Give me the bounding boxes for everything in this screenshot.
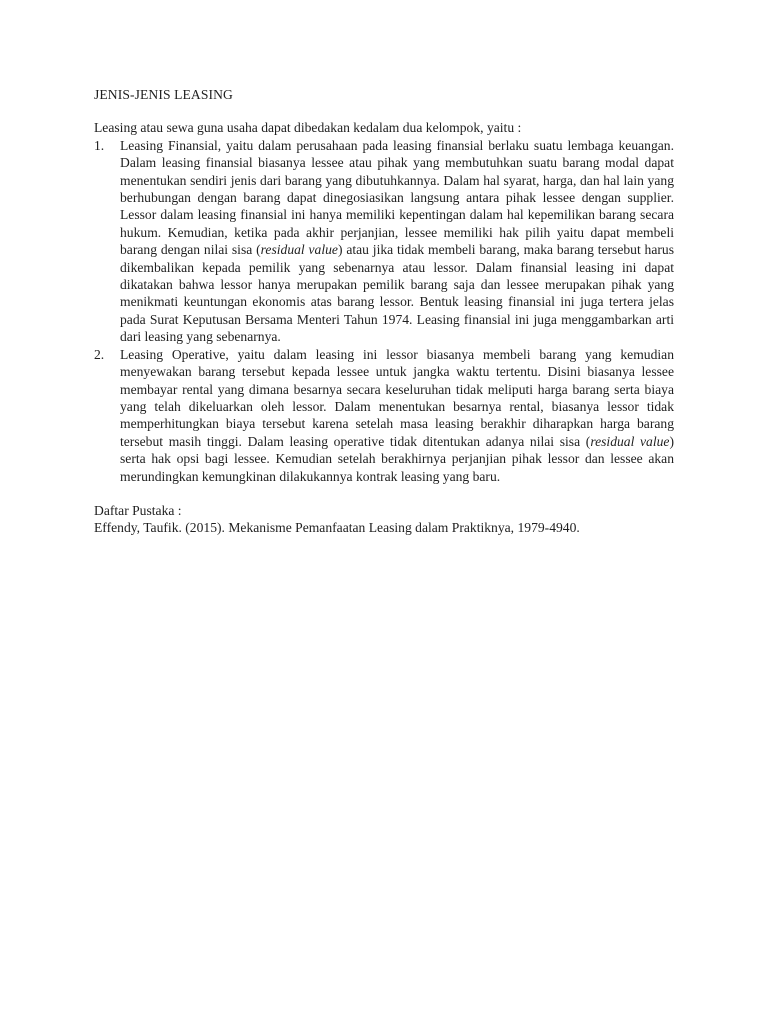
list-item-text-part: ) atau jika tidak membeli barang, maka barang tersebut harus dikembalikan kepada pemilik yang sebenarnya atau lessor. Dalam finansial leasing ini dapat dikatakan bahwa lessor hanya merupakan pemilik barang saja dan lessee merupakan pihak yang menikmati keuntungan ekonomis atas barang lessor. Bentuk leasing finansial ini juga tertera jelas pada Surat Keputusan Bersama Menteri Tahun 1974. Leasing finansial ini juga menggambarkan arti dari leasing yang sebenarnya. (120, 242, 674, 345)
list-item-text (120, 137, 674, 346)
section-spacer (94, 485, 674, 502)
list-item-number: 2. (94, 346, 105, 362)
intro-paragraph: Leasing atau sewa guna usaha dapat dibedakan kedalam dua kelompok, yaitu : (94, 120, 522, 136)
document-title: JENIS-JENIS LEASING (94, 87, 233, 102)
references-section (94, 502, 674, 537)
list-item-emphasis: residual value (590, 433, 670, 449)
reference-entry: Effendy, Taufik. (2015). Mekanisme Pemanfaatan Leasing dalam Praktiknya, 1979-4940. (94, 520, 580, 536)
references-heading: Daftar Pustaka : (94, 502, 182, 518)
list-item (94, 346, 674, 485)
list-item-text (120, 346, 674, 485)
list-item-text-part: Leasing Operative, yaitu dalam leasing ini lessor biasanya membeli barang yang kemudian menyewakan barang tersebut kepada lessee untuk jangka waktu tertentu. Disini biasanya lessee membayar rental yang dimana besarnya secara keseluruhan tidak meliputi harga barang serta biaya yang telah dikeluarkan oleh lessor. Dalam menentukan besarnya rental, biasanya lessor tidak memperhitungkan biaya tersebut karena setelah masa leasing berakhir diharapkan harga barang tersebut masih tinggi. Dalam leasing operative tidak ditentukan adanya nilai sisa ( (120, 346, 674, 449)
list-item (94, 137, 674, 346)
leasing-types-list (94, 137, 674, 485)
list-item-text-part: ) serta hak opsi bagi lessee. Kemudian setelah berakhirnya perjanjian pihak lessor dan lessee akan merundingkan kemungkinan dilakukannya kontrak leasing yang baru. (120, 433, 674, 484)
list-item-emphasis: residual value (260, 242, 338, 258)
list-item-number: 1. (94, 137, 105, 153)
list-item-text-part: Leasing Finansial, yaitu dalam perusahaan pada leasing finansial berlaku suatu lembaga keuangan. Dalam leasing finansial biasanya lessee atau pihak yang membutuhkan suatu barang modal dapat menentukan sendiri jenis dari barang yang dibutuhkannya. Dalam hal syarat, harga, dan hal lain yang berhubungan dengan barang dapat dinegosiasikan langsung antara pihak lessee dengan supplier. Lessor dalam leasing finansial ini hanya memiliki kepentingan dalam hal kepemilikan barang secara hukum. Kemudian, ketika pada akhir perjanjian, lessee memiliki hak pilih yaitu dapat membeli barang dengan nilai sisa ( (120, 137, 674, 258)
